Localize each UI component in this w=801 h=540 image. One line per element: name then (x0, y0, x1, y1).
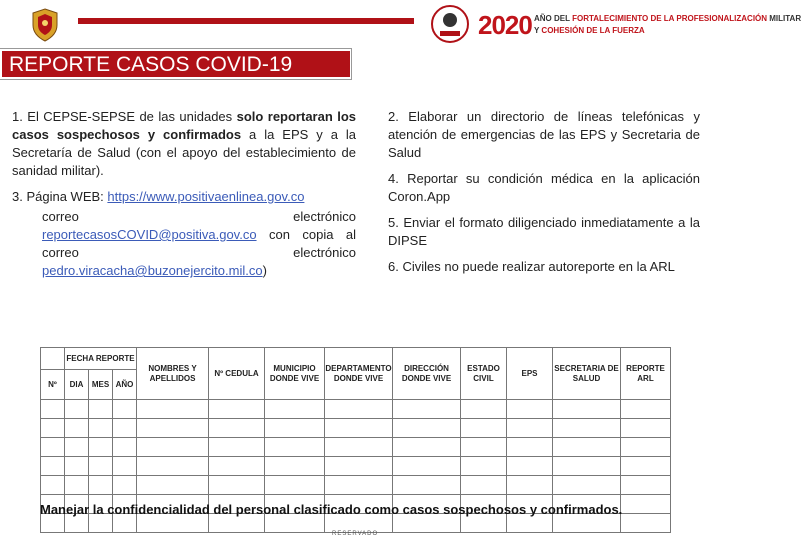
table-cell (209, 476, 265, 495)
table-cell (461, 457, 507, 476)
table-row (41, 419, 671, 438)
table-cell (553, 476, 621, 495)
classification-footer: RESERVADO (332, 531, 379, 537)
table-cell (621, 476, 671, 495)
table-cell (621, 419, 671, 438)
step-3-detail: correo electrónico reportecasosCOVID@positiva.gov.co con copia al correo electrónico pedro.viracacha@buzonejercito.mil.co) (42, 209, 356, 278)
table-cell (621, 438, 671, 457)
step-1: 1. El CEPSE-SEPSE de las unidades solo reportaran los casos sospechosos y confirmados a la EPS y a la Secretaría de Salud (con el apoyo del establecimiento de sanidad militar). (12, 109, 356, 178)
table-cell (265, 419, 325, 438)
estado-civil-header: ESTADO CIVIL (461, 348, 507, 400)
cedula-header: Nº CEDULA (209, 348, 265, 400)
table-cell (553, 438, 621, 457)
table-cell (113, 400, 137, 419)
army-crest-icon (30, 8, 60, 42)
table-cell (461, 476, 507, 495)
table-cell (265, 438, 325, 457)
web-link[interactable]: https://www.positivaenlinea.gov.co (107, 189, 305, 204)
table-cell (89, 457, 113, 476)
table-cell (65, 457, 89, 476)
table-cell (137, 457, 209, 476)
table-cell (265, 476, 325, 495)
mes-header: MES (89, 370, 113, 400)
table-cell (461, 438, 507, 457)
table-cell (265, 457, 325, 476)
table-cell (89, 419, 113, 438)
table-row (41, 438, 671, 457)
table-cell (89, 438, 113, 457)
table-cell (393, 457, 461, 476)
table-cell (65, 419, 89, 438)
table-cell (137, 476, 209, 495)
table-cell (209, 400, 265, 419)
table-cell (461, 400, 507, 419)
table-cell (209, 419, 265, 438)
step-5: 5. Enviar el formato diligenciado inmediatamente a la DIPSE (388, 215, 700, 248)
table-cell (137, 400, 209, 419)
table-cell (137, 419, 209, 438)
esmic-seal-icon (430, 4, 470, 44)
table-cell (325, 419, 393, 438)
table-cell (65, 476, 89, 495)
header-cell (41, 348, 65, 370)
right-column (388, 108, 700, 284)
table-cell (507, 419, 553, 438)
table-cell (137, 438, 209, 457)
secretaria-header: SECRETARIA DE SALUD (553, 348, 621, 400)
table-cell (41, 457, 65, 476)
table-cell (89, 476, 113, 495)
table-row (41, 400, 671, 419)
page-title: REPORTE CASOS COVID-19 (2, 51, 350, 77)
title-frame (0, 48, 352, 80)
anio-header: AÑO (113, 370, 137, 400)
campaign-year: 2020 (478, 10, 532, 40)
table-cell (507, 457, 553, 476)
fecha-reporte-header: FECHA REPORTE (65, 348, 137, 370)
table-cell (113, 438, 137, 457)
table-cell (325, 476, 393, 495)
reporte-arl-header: REPORTE ARL (621, 348, 671, 400)
table-cell (621, 457, 671, 476)
table-cell (325, 457, 393, 476)
table-cell (41, 419, 65, 438)
municipio-header: MUNICIPIO DONDE VIVE (265, 348, 325, 400)
departamento-header: DEPARTAMENTO DONDE VIVE (325, 348, 393, 400)
confidentiality-note: Manejar la confidencialidad del personal clasificado como casos sospechosos y confirmados. (40, 502, 623, 517)
copy-email-link[interactable]: pedro.viracacha@buzonejercito.mil.co (42, 263, 263, 278)
report-email-link[interactable]: reportecasosCOVID@positiva.gov.co (42, 227, 257, 242)
table-cell (41, 438, 65, 457)
table-cell (209, 457, 265, 476)
campaign-tagline-1: AÑO DEL FORTALECIMIENTO DE LA PROFESIONALIZACIÓN MILITAR (534, 14, 801, 23)
table-cell (393, 400, 461, 419)
table-cell (113, 476, 137, 495)
eps-header: EPS (507, 348, 553, 400)
table-cell (265, 400, 325, 419)
table-cell (393, 438, 461, 457)
table-cell (65, 400, 89, 419)
table-cell (553, 457, 621, 476)
table-cell (41, 400, 65, 419)
campaign-tagline-2: Y COHESIÓN DE LA FUERZA (534, 26, 645, 35)
table-row (41, 457, 671, 476)
table-cell (621, 400, 671, 419)
table-cell (393, 476, 461, 495)
table-cell (113, 457, 137, 476)
table-cell (89, 400, 113, 419)
table-cell (461, 419, 507, 438)
table-cell (553, 400, 621, 419)
header-red-bar (78, 18, 414, 24)
dia-header: DIA (65, 370, 89, 400)
table-cell (325, 400, 393, 419)
table-cell (553, 419, 621, 438)
table-cell (507, 438, 553, 457)
table-cell (41, 476, 65, 495)
direccion-header: DIRECCIÓN DONDE VIVE (393, 348, 461, 400)
step-6: 6. Civiles no puede realizar autoreporte en la ARL (388, 259, 675, 274)
table-cell (325, 438, 393, 457)
table-cell (393, 419, 461, 438)
step-2: 2. Elaborar un directorio de líneas telefónicas y atención de emergencias de las EPS y Secretaria de Salud (388, 109, 700, 160)
table-row (41, 476, 671, 495)
nro-header: Nº (41, 370, 65, 400)
table-cell (507, 400, 553, 419)
step-3: 3. Página WEB: https://www.positivaenlinea.gov.co (12, 189, 305, 204)
table-cell (507, 476, 553, 495)
step-4: 4. Reportar su condición médica en la aplicación Coron.App (388, 171, 700, 204)
campaign-logo (430, 4, 801, 44)
table-cell (209, 438, 265, 457)
table-cell (113, 419, 137, 438)
table-cell (65, 438, 89, 457)
nombres-header: NOMBRES Y APELLIDOS (137, 348, 209, 400)
left-column (12, 108, 356, 280)
